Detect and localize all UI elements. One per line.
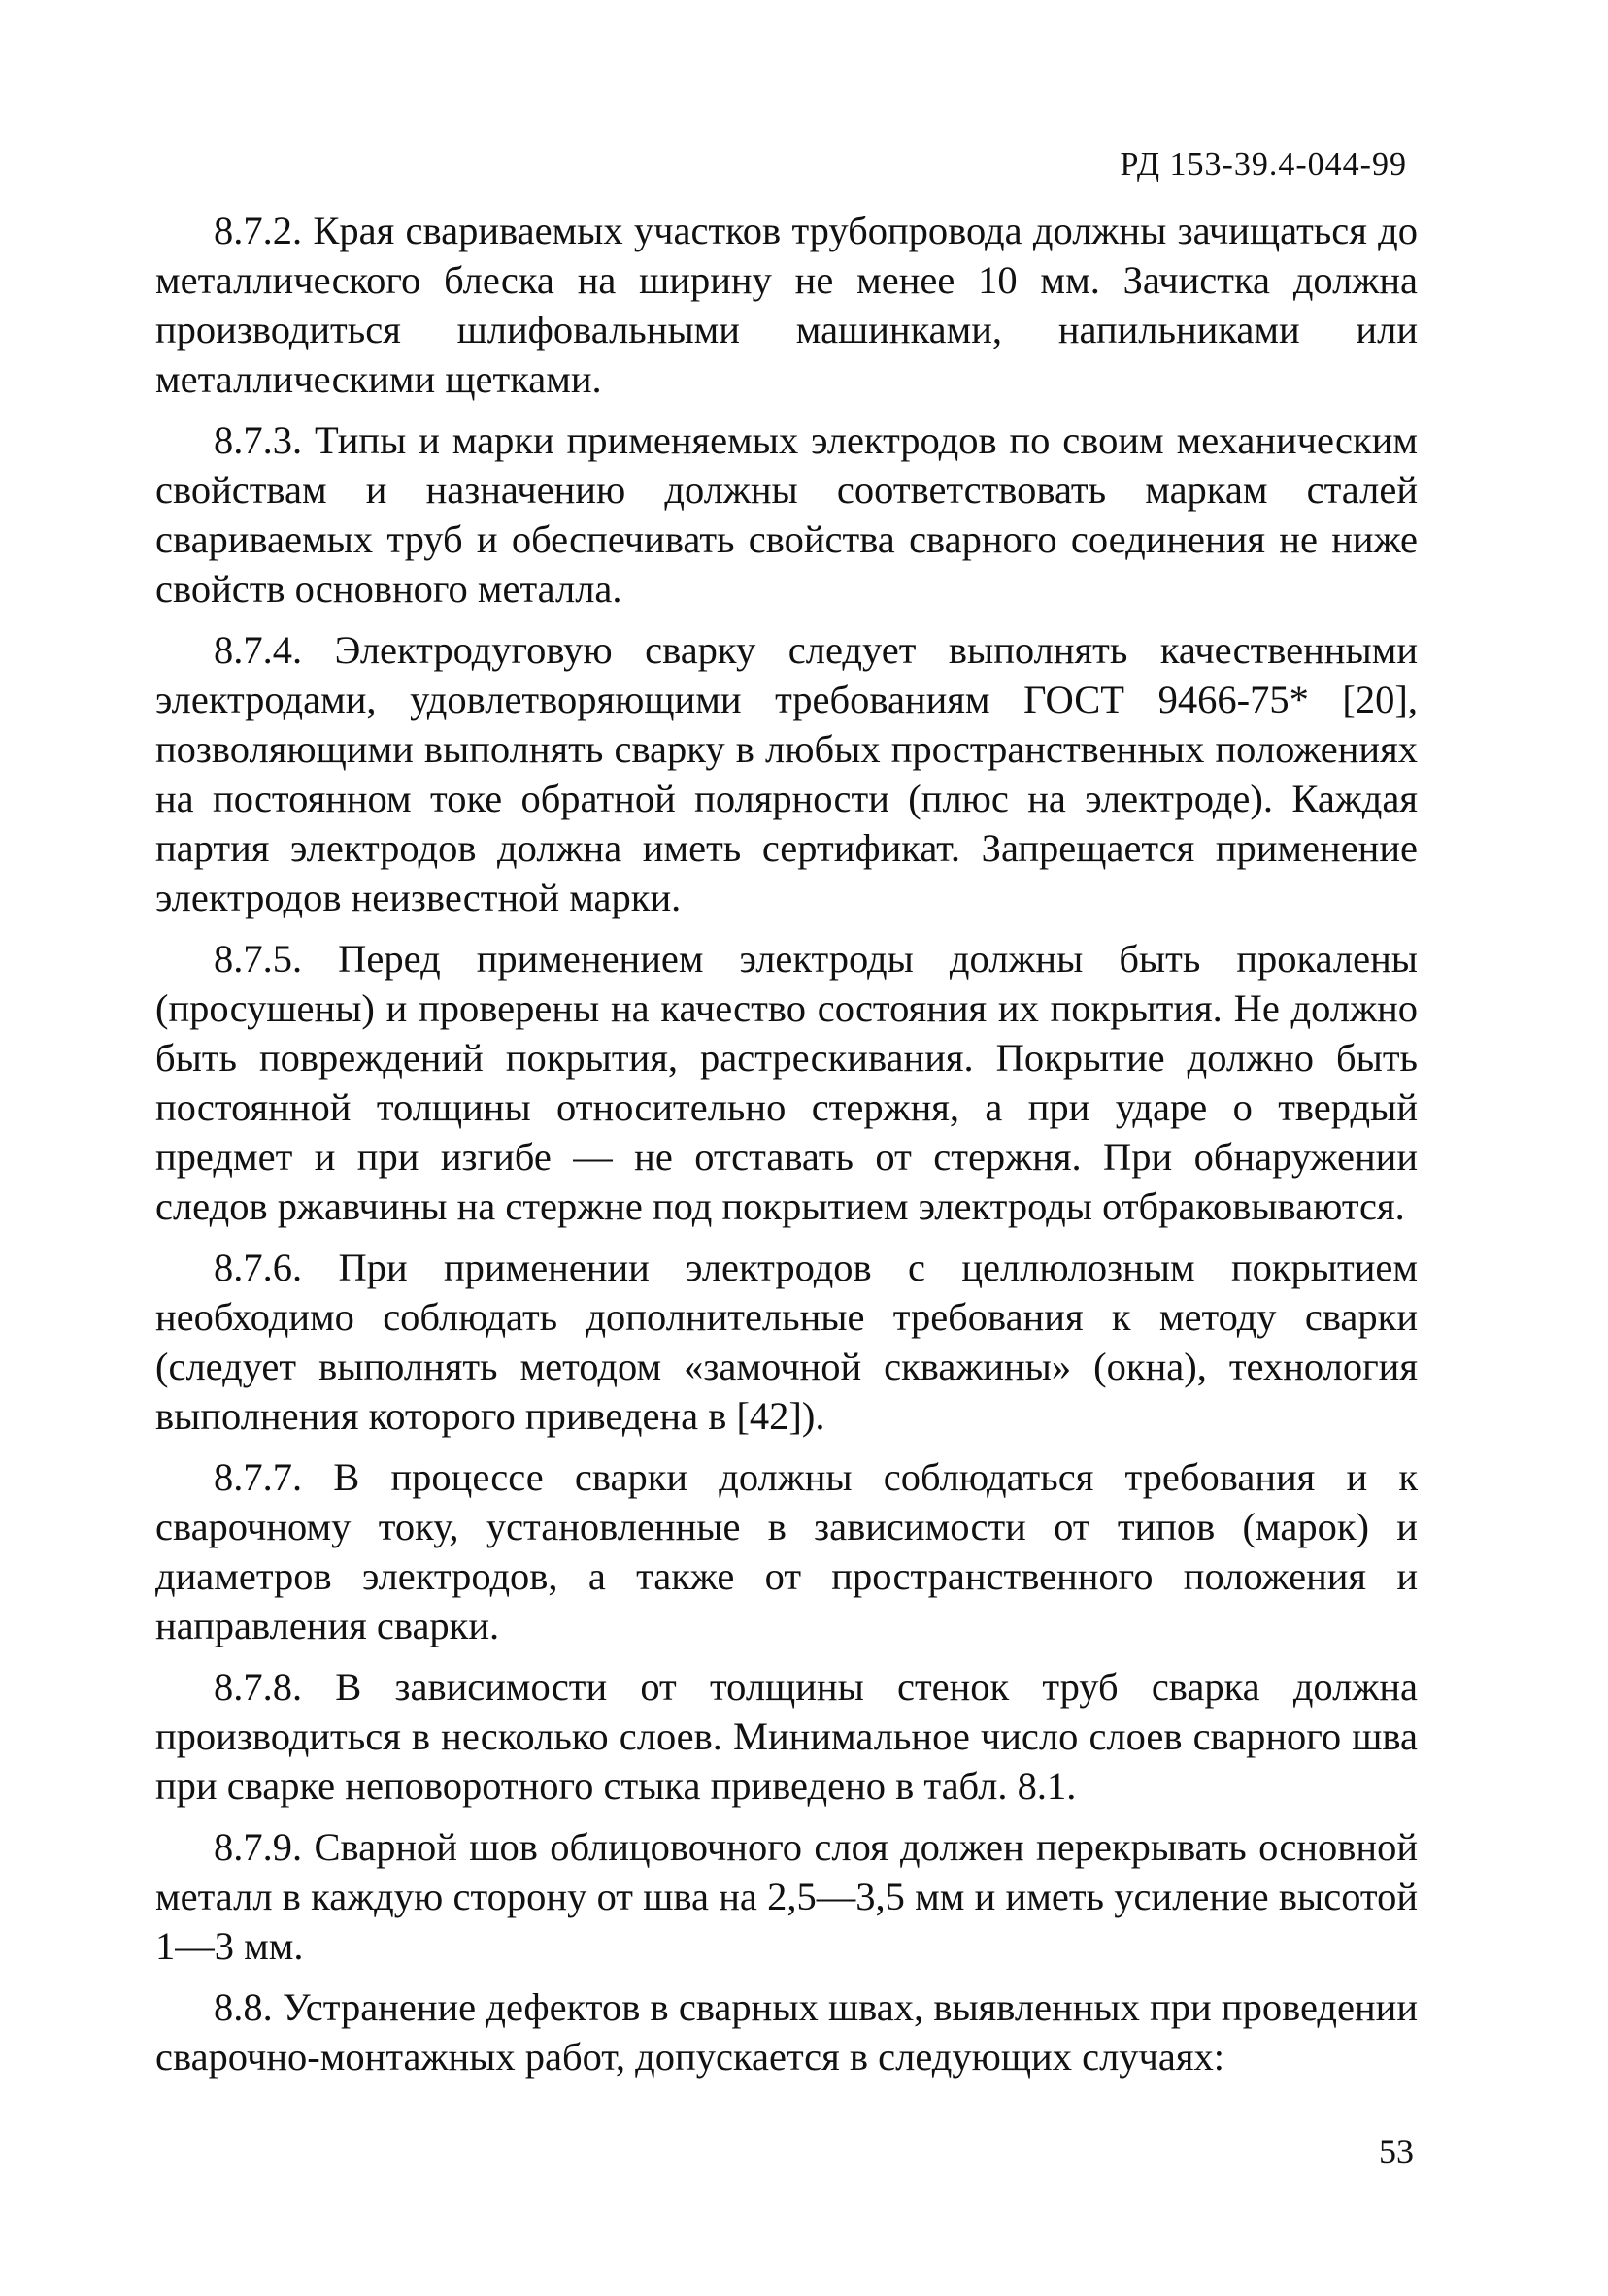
- paragraph-8-7-9: 8.7.9. Сварной шов облицовочного слоя должен перекрывать основной металл в каждую сторону от шва на 2,5—3,5 мм и иметь усиление высотой 1—3 мм.: [155, 1825, 1418, 1968]
- paragraph-8-7-3: 8.7.3. Типы и марки применяемых электродов по своим механическим свойствам и назначению должны соответствовать маркам сталей свариваемых труб и обеспечивать свойства сварного соединения не ниже свойств основного металла.: [155, 418, 1418, 611]
- paragraph-8-7-8: 8.7.8. В зависимости от толщины стенок труб сварка должна производиться в несколько слоев. Минимальное число слоев сварного шва при сварке неповоротного стыка приведено в табл. 8.1.: [155, 1665, 1418, 1808]
- document-code-header: РД 153-39.4-044-99: [1120, 147, 1407, 183]
- paragraph-8-7-2: 8.7.2. Края свариваемых участков трубопровода должны зачищаться до металлического блеска на ширину не менее 10 мм. Зачистка должна производиться шлифовальными машинками, напильниками или металлическими щетками.: [155, 209, 1418, 401]
- body-text: [155, 206, 1418, 2093]
- paragraph-8-7-5: 8.7.5. Перед применением электроды должны быть прокалены (просушены) и проверены на качество состояния их покрытия. Не должно быть повреждений покрытия, растрескивания. Покрытие должно быть постоянной толщины относительно стержня, а при ударе о твердый предмет и при изгибе — не отставать от стержня. При обнаружении следов ржавчины на стержне под покрытием электроды отбраковываются.: [155, 937, 1418, 1228]
- paragraph-8-7-7: 8.7.7. В процессе сварки должны соблюдаться требования и к сварочному току, установленные в зависимости от типов (марок) и диаметров электродов, а также от пространственного положения и направления сварки.: [155, 1455, 1418, 1647]
- page-number: 53: [1379, 2132, 1414, 2171]
- paragraph-8-7-6: 8.7.6. При применении электродов с целлюлозным покрытием необходимо соблюдать дополнительные требования к методу сварки (следует выполнять методом «замочной скважины» (окна), технология выполнения которого приведена в [42]).: [155, 1246, 1418, 1438]
- paragraph-8-7-4: 8.7.4. Электродуговую сварку следует выполнять качественными электродами, удовлетворяющими требованиям ГОСТ 9466-75* [20], позволяющими выполнять сварку в любых пространственных положениях на постоянном токе обратной полярности (плюс на электроде). Каждая партия электродов должна иметь сертификат. Запрещается применение электродов неизвестной марки.: [155, 628, 1418, 919]
- paragraph-8-8: 8.8. Устранение дефектов в сварных швах, выявленных при проведении сварочно-монтажных работ, допускается в следующих случаях:: [155, 1985, 1418, 2079]
